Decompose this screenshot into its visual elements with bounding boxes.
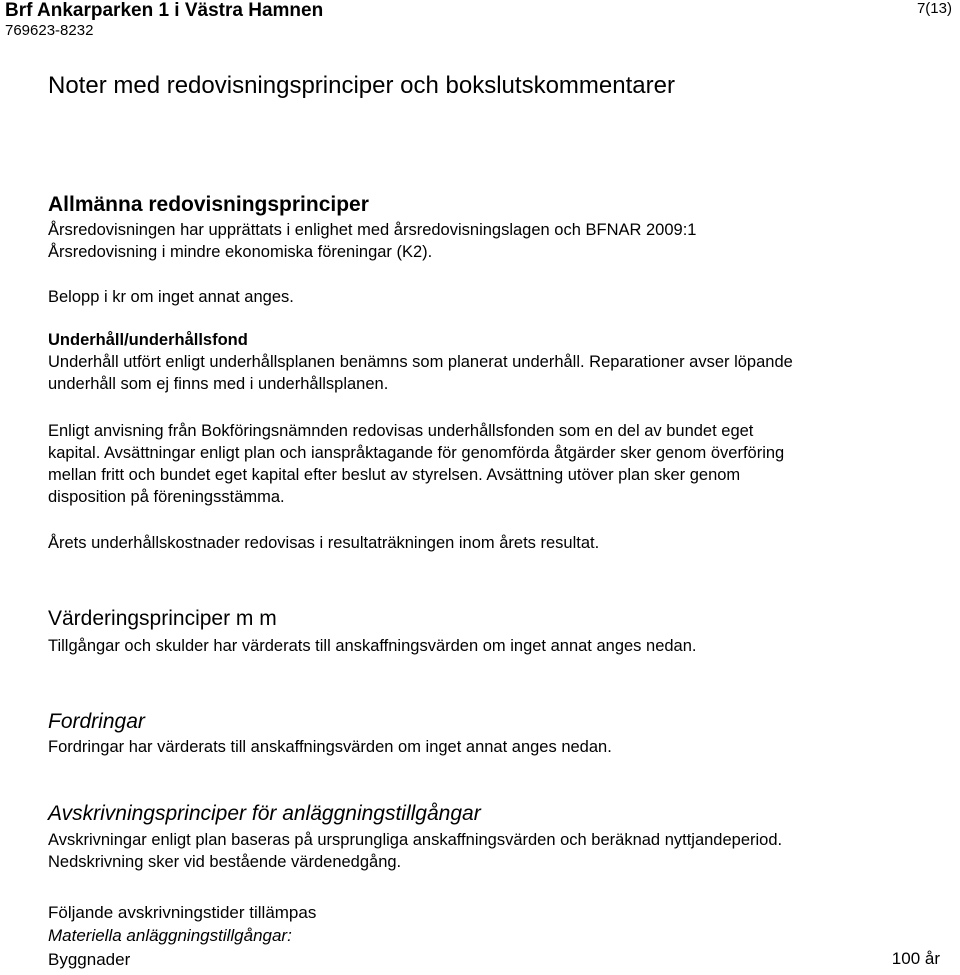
underhall-para2-line-4: disposition på föreningsstämma. [48, 488, 285, 506]
underhall-para2-line-2: kapital. Avsättningar enligt plan och ianspråktagande för genomförda åtgärder sker genom överföring [48, 444, 785, 462]
page-number: 7(13) [916, 0, 952, 17]
tangible-assets-label: Materiella anläggningstillgångar: [48, 926, 292, 945]
underhall-para1-line-2: underhåll som ej finns med i underhållsplanen. [48, 375, 389, 393]
buildings-label: Byggnader [48, 950, 131, 969]
avskrivning-text-line-1: Avskrivningar enligt plan baseras på ursprungliga anskaffningsvärden och beräknad nyttjandeperiod. [48, 831, 783, 849]
amount-note: Belopp i kr om inget annat anges. [48, 288, 294, 306]
organization-name: Brf Ankarparken 1 i Västra Hamnen [5, 0, 324, 21]
allmanna-text-line-1: Årsredovisningen har upprättats i enlighet med årsredovisningslagen och BFNAR 2009:1 [48, 221, 697, 239]
vardering-text: Tillgångar och skulder har värderats till anskaffningsvärden om inget annat anges nedan. [48, 637, 697, 655]
depreciation-periods-intro: Följande avskrivningstider tillämpas [48, 903, 317, 922]
section-heading-underhall: Underhåll/underhållsfond [48, 331, 248, 349]
section-heading-allmanna: Allmänna redovisningsprinciper [48, 193, 369, 216]
fordringar-text: Fordringar har värderats till anskaffningsvärden om inget annat anges nedan. [48, 738, 612, 756]
page-title: Noter med redovisningsprinciper och bokslutskommentarer [48, 72, 675, 99]
underhall-para3: Årets underhållskostnader redovisas i resultaträkningen inom årets resultat. [48, 534, 600, 552]
section-heading-avskrivning: Avskrivningsprinciper för anläggningstillgångar [48, 802, 481, 825]
allmanna-text-line-2: Årsredovisning i mindre ekonomiska föreningar (K2). [48, 243, 433, 261]
underhall-para2-line-1: Enligt anvisning från Bokföringsnämnden redovisas underhållsfonden som en del av bundet eget [48, 422, 754, 440]
organization-number: 769623-8232 [5, 22, 94, 39]
underhall-para2-line-3: mellan fritt och bundet eget kapital efter beslut av styrelsen. Avsättning utöver plan sker genom [48, 466, 741, 484]
avskrivning-text-line-2: Nedskrivning sker vid bestående värdenedgång. [48, 853, 402, 871]
buildings-depreciation-period: 100 år [891, 949, 940, 968]
section-heading-vardering: Värderingsprinciper m m [48, 607, 277, 630]
section-heading-fordringar: Fordringar [48, 710, 145, 733]
underhall-para1-line-1: Underhåll utfört enligt underhållsplanen benämns som planerat underhåll. Reparationer avser löpande [48, 353, 793, 371]
